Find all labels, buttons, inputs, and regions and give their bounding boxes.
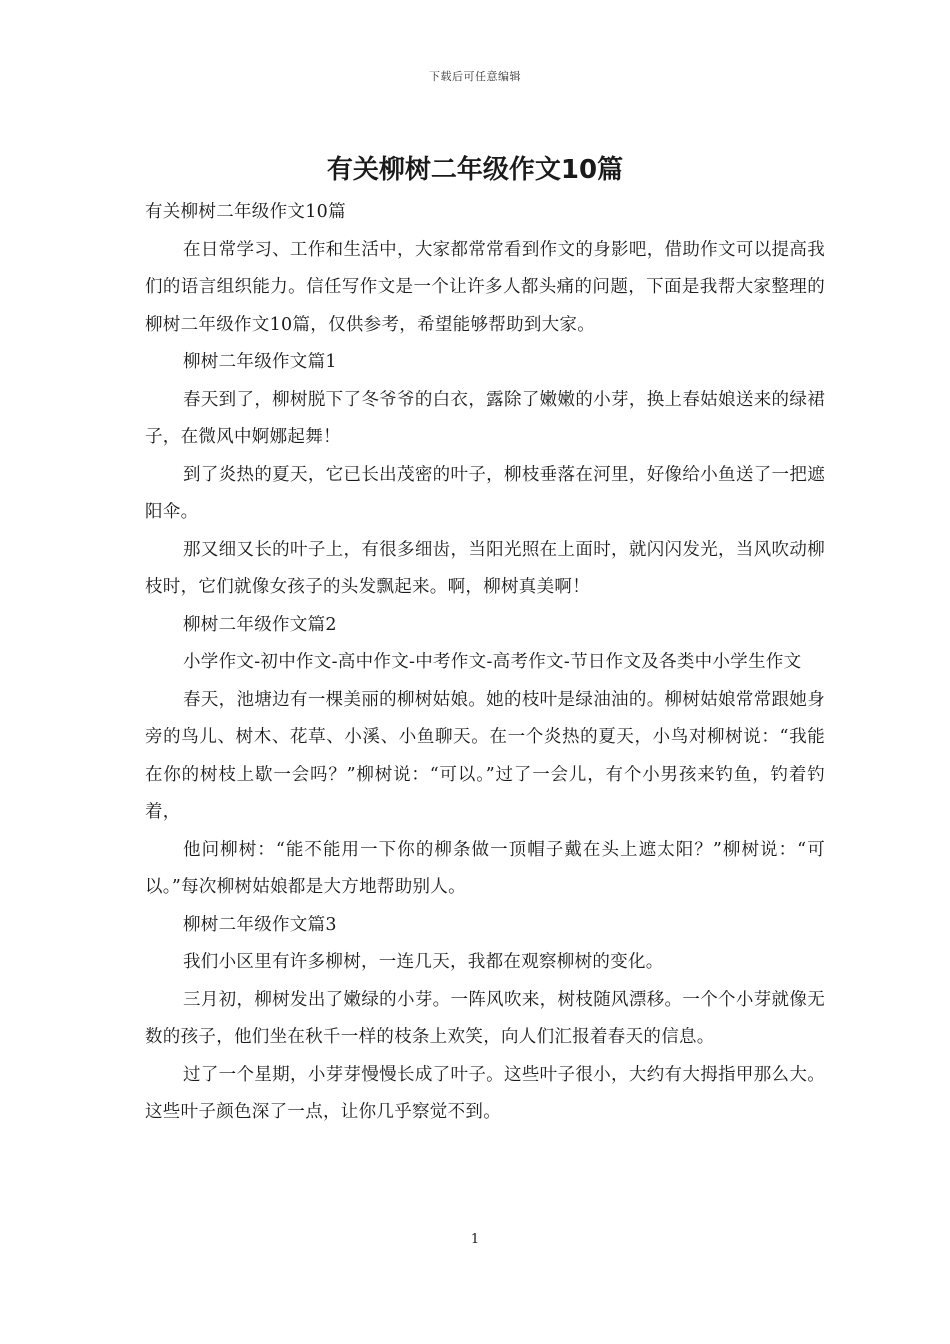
paragraph: 他问柳树：“能不能用一下你的柳条做一顶帽子戴在头上遮太阳？”柳树说：“可以。”每次柳树姑娘都是大方地帮助别人。 bbox=[145, 839, 825, 897]
page-number: 1 bbox=[470, 1232, 480, 1247]
section-heading: 柳树二年级作文篇1 bbox=[183, 352, 337, 372]
paragraph: 三月初，柳树发出了嫩绿的小芽。一阵风吹来，树枝随风漂移。一个个小芽就像无数的孩子，他们坐在秋千一样的枝条上欢笑，向人们汇报着春天的信息。 bbox=[145, 989, 825, 1047]
paragraph: 春天到了，柳树脱下了冬爷爷的白衣，露除了嫩嫩的小芽，换上春姑娘送来的绿裙子，在微风中婀娜起舞！ bbox=[145, 389, 825, 447]
section-heading: 柳树二年级作文篇2 bbox=[183, 614, 337, 635]
document-title: 有关柳树二年级作文10篇 bbox=[326, 155, 624, 185]
paragraph: 我们小区里有许多柳树，一连几天，我都在观察柳树的变化。 bbox=[183, 952, 664, 972]
section-heading: 柳树二年级作文篇3 bbox=[183, 914, 337, 935]
paragraph: 到了炎热的夏天，它已长出茂密的叶子，柳枝垂落在河里，好像给小鱼送了一把遮阳伞。 bbox=[145, 464, 825, 522]
paragraph: 小学作文-初中作文-高中作文-中考作文-高考作文-节日作文及各类中小学生作文 bbox=[183, 652, 802, 672]
paragraph: 那又细又长的叶子上，有很多细齿，当阳光照在上面时，就闪闪发光，当风吹动柳枝时，它们就像女孩子的头发飘起来。啊，柳树真美啊！ bbox=[145, 539, 825, 597]
paragraph: 有关柳树二年级作文10篇 bbox=[145, 202, 346, 222]
paragraph: 过了一个星期，小芽芽慢慢长成了叶子。这些叶子很小，大约有大拇指甲那么大。这些叶子颜色深了一点，让你几乎察觉不到。 bbox=[145, 1064, 825, 1122]
paragraph: 在日常学习、工作和生活中，大家都常常看到作文的身影吧，借助作文可以提高我们的语言组织能力。信任写作文是一个让许多人都头痛的问题，下面是我帮大家整理的柳树二年级作文10篇，仅供参考，希望能够帮助到大家。 bbox=[145, 239, 825, 335]
paragraph: 春天，池塘边有一棵美丽的柳树姑娘。她的枝叶是绿油油的。柳树姑娘常常跟她身旁的鸟儿、树木、花草、小溪、小鱼聊天。在一个炎热的夏天，小鸟对柳树说：“我能在你的树枝上歇一会吗？”柳树说：“可以。”过了一会儿，有个小男孩来钓鱼，钓着钓着， bbox=[145, 689, 825, 822]
document-body bbox=[145, 194, 825, 1132]
page-header: 下载后可任意编辑 bbox=[429, 70, 521, 83]
